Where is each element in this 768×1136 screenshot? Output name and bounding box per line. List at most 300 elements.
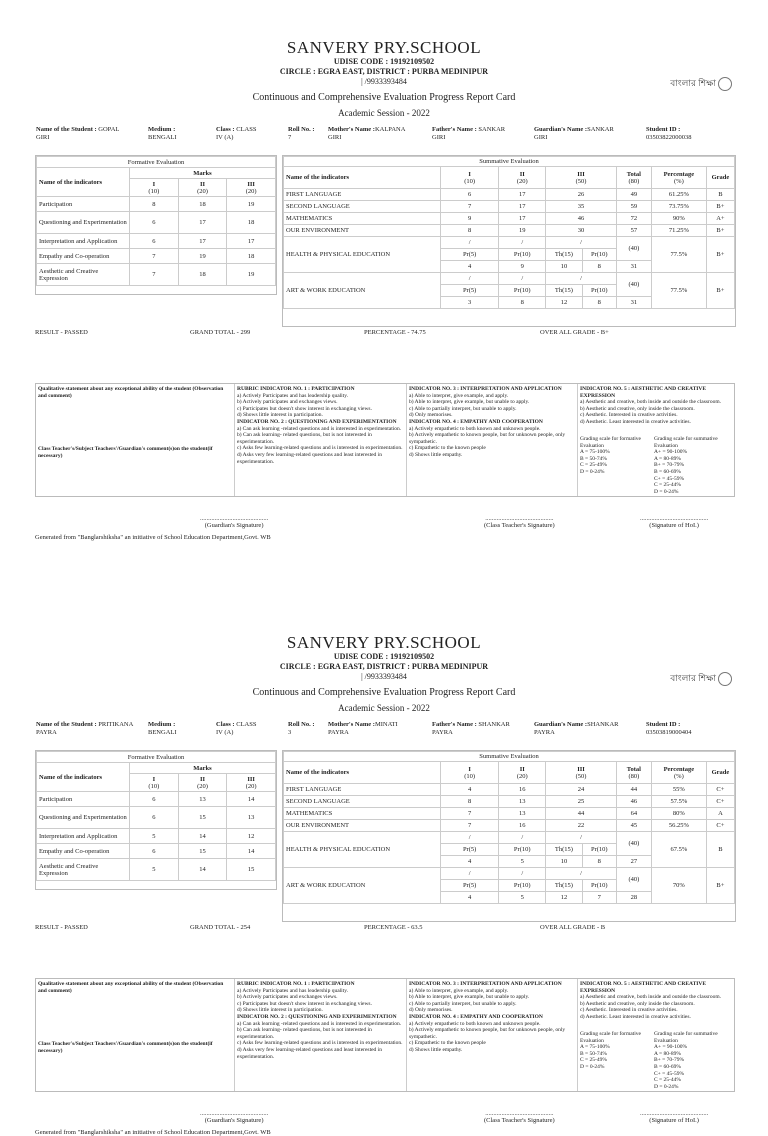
art-grade: B+ (706, 868, 734, 904)
summative-mark: 17 (499, 201, 546, 213)
grade-f-2: B = 50-74% (580, 1050, 607, 1057)
rubric-1-b: b) Actively participates and exchanges views. (237, 994, 338, 1001)
formative-mark: 6 (130, 807, 179, 829)
medium-value: BENGALI (148, 133, 177, 141)
rubric-1-b: b) Actively participates and exchanges views. (237, 399, 338, 406)
summative-row (284, 201, 735, 213)
f-col2-max: (20) (197, 782, 208, 790)
roll-value: 3 (288, 728, 292, 736)
summative-subject: OUR ENVIRONMENT (284, 225, 441, 237)
rubric-1-d: d) Shows little interest in participation. (237, 412, 323, 419)
rubric-3-d: d) Only memorises. (409, 1007, 453, 1014)
formative-mark: 19 (227, 264, 276, 286)
logo-text: বাংলার শিক্ষা (670, 78, 716, 88)
grade-s-4: B = 60-69% (654, 1063, 681, 1070)
summative-grade: C+ (706, 796, 734, 808)
summative-mark: 13 (499, 808, 546, 820)
th15-label: Th(15) (546, 844, 582, 856)
th15-label: Th(15) (546, 285, 582, 297)
formative-evaluation-box (35, 750, 277, 890)
slash-mark: / (546, 868, 617, 880)
f-col2-max: (20) (197, 187, 208, 195)
formative-mark: 15 (178, 844, 227, 859)
summative-mark: 13 (499, 796, 546, 808)
summative-grade: B (706, 189, 734, 201)
summative-total: 45 (616, 820, 651, 832)
summative-subject: OUR ENVIRONMENT (284, 820, 441, 832)
banglar-shiksha-logo (670, 671, 732, 686)
rubric-2-c: c) Asks few learning-related questions and is interested in experimentation. (237, 445, 403, 452)
label-father: Father's Name : (432, 126, 477, 133)
summative-mark: 9 (441, 213, 499, 225)
summative-table (283, 751, 735, 904)
slash-mark: / (441, 832, 499, 844)
health-subject: HEALTH & PHYSICAL EDUCATION (284, 832, 441, 868)
rubric-5-c: c) Aesthetic. Interested in creative activities. (580, 412, 678, 419)
summative-mark: 17 (499, 213, 546, 225)
formative-indicator-name: Interpretation and Application (37, 829, 130, 844)
formative-row (37, 792, 276, 807)
summative-percentage: 61.25% (651, 189, 706, 201)
health-mark-ii: 5 (499, 856, 546, 868)
rubric-5-heading: INDICATOR NO. 5 : AESTHETIC AND CREATIVE EXPRESSION (580, 386, 707, 399)
summative-mark: 44 (546, 808, 617, 820)
formative-row (37, 829, 276, 844)
th15-label: Th(15) (546, 249, 582, 261)
s-col1: I (468, 170, 471, 178)
s-col3-max: (50) (575, 772, 587, 780)
rubric-4-d: d) Shows little empathy. (409, 1046, 463, 1053)
s-col4-max: (80) (628, 177, 640, 185)
summative-mark: 7 (441, 820, 499, 832)
qualitative-statement: Qualitative statement about any exceptional ability of the student (Observation and comment) (38, 386, 224, 399)
grade-s-title: Grading scale for summative Evaluation (654, 436, 718, 449)
formative-row (37, 212, 276, 234)
summative-subject: FIRST LANGUAGE (284, 784, 441, 796)
formative-mark: 14 (227, 792, 276, 807)
health-total-max: (40) (616, 832, 651, 856)
summative-total: 44 (616, 784, 651, 796)
formative-mark: 17 (178, 212, 227, 234)
s-col4-max: (80) (628, 772, 640, 780)
label-class: Class : (216, 721, 235, 728)
grade-s-1: A+ = 90-100% (654, 1044, 688, 1051)
teacher-signature (484, 1110, 555, 1124)
grade-f-1: A = 75-100% (580, 1044, 610, 1051)
sig-line-3: .......................................... (640, 515, 709, 522)
health-percentage: 77.5% (651, 237, 706, 273)
label-class: Class : (216, 126, 235, 133)
rubric-3-c: c) Able to partially interpret, but unable to apply. (409, 1000, 517, 1007)
health-grade: B+ (706, 237, 734, 273)
summative-percentage: 56.25% (651, 820, 706, 832)
marks-header: Marks (130, 763, 276, 774)
art-row (284, 273, 735, 285)
health-subject: HEALTH & PHYSICAL EDUCATION (284, 237, 441, 273)
hoi-signature (640, 515, 708, 529)
th15-label: Th(15) (546, 880, 582, 892)
rubric-3-a: a) Able to interpret, give example, and apply. (409, 392, 509, 399)
rubric-1-c: c) Participates but doesn't show interest in exchanging views. (237, 1000, 372, 1007)
art-grade: B+ (706, 273, 734, 309)
label-student-name: Name of the Student : (36, 721, 97, 728)
marks-header: Marks (130, 168, 276, 179)
grade-s-3: B+ = 70-79% (654, 462, 685, 469)
summative-percentage: 71.25% (651, 225, 706, 237)
art-mark-ii: 5 (499, 892, 546, 904)
summative-subject: MATHEMATICS (284, 808, 441, 820)
art-mark-th: 12 (546, 297, 582, 309)
rubric-4-b: b) Actively empathetic to known people, but for unknown people, only sympathetic. (409, 1027, 566, 1040)
formative-indicator-name: Questioning and Experimentation (37, 212, 130, 234)
grade-f-4: D = 0-24% (580, 1063, 605, 1070)
formative-row (37, 859, 276, 881)
student-name-1: PRITIKANA (98, 721, 134, 728)
rubric-3-heading: INDICATOR NO. 3 : INTERPRETATION AND APPLICATION (409, 981, 562, 987)
health-grade: B (706, 832, 734, 868)
health-mark-pr: 8 (582, 856, 616, 868)
health-row (284, 237, 735, 249)
f-col2: II (199, 180, 206, 188)
label-father: Father's Name : (432, 721, 477, 728)
summative-mark: 6 (441, 189, 499, 201)
father-name-2: PAYRA (432, 728, 453, 736)
summative-row (284, 808, 735, 820)
art-mark-pr: 7 (582, 892, 616, 904)
pr10-label: Pr(10) (499, 249, 546, 261)
academic-session: Academic Session - 2022 (338, 703, 430, 713)
summative-mark: 17 (499, 189, 546, 201)
formative-mark: 5 (130, 859, 179, 881)
student-name-1: GOPAL (98, 126, 120, 133)
father-name-2: GIRI (432, 133, 446, 141)
school-name: SANVERY PRY.SCHOOL (286, 633, 482, 652)
summative-percentage: 90% (651, 213, 706, 225)
formative-mark: 18 (178, 264, 227, 286)
f-col3-max: (20) (245, 782, 257, 790)
formative-mark: 6 (130, 234, 179, 249)
f-col1-max: (10) (148, 187, 160, 195)
teacher-signature (484, 515, 555, 529)
summative-grade: C+ (706, 820, 734, 832)
mother-name-1: KALPANA (374, 126, 406, 133)
mother-name-2: PAYRA (328, 728, 349, 736)
roll-value: 7 (288, 133, 292, 141)
art-total-max: (40) (616, 868, 651, 892)
formative-mark: 19 (227, 197, 276, 212)
pr5-label: Pr(5) (441, 844, 499, 856)
grade-f-title: Grading scale for formative Evaluation (580, 1031, 641, 1044)
summative-mark: 16 (499, 784, 546, 796)
formative-mark: 5 (130, 829, 179, 844)
pr5-label: Pr(5) (441, 249, 499, 261)
seal-icon (718, 672, 732, 686)
art-percentage: 70% (651, 868, 706, 904)
udise-code: UDISE CODE : 19192109502 (333, 57, 435, 66)
guardian-name-2: PAYRA (534, 728, 555, 736)
grade-s-6: C = 25-44% (654, 1077, 681, 1084)
formative-mark: 7 (130, 264, 179, 286)
rubric-col-2 (409, 981, 575, 1054)
grade-s-4: B = 60-69% (654, 468, 681, 475)
logo-text: বাংলার শিক্ষা (670, 673, 716, 683)
summative-evaluation-box (282, 155, 736, 327)
slash-mark: / (499, 273, 546, 285)
formative-mark: 8 (130, 197, 179, 212)
mother-name-2: GIRI (328, 133, 342, 141)
summative-mark: 16 (499, 820, 546, 832)
label-student-id: Student ID : (646, 126, 681, 133)
result-status: RESULT - PASSED (35, 924, 88, 931)
summative-indicators-header: Name of the indicators (284, 167, 441, 189)
grade-s-5: C+ = 45-59% (654, 1070, 685, 1077)
health-row (284, 832, 735, 844)
rubric-3-heading: INDICATOR NO. 3 : INTERPRETATION AND APPLICATION (409, 386, 562, 392)
qualitative-statement: Qualitative statement about any exceptional ability of the student (Observation and comment) (38, 981, 224, 994)
banglar-shiksha-logo (670, 76, 732, 91)
formative-grading-scale (580, 1031, 650, 1071)
s-col1: I (468, 765, 471, 773)
hoi-signature-label: (Signature of HoI.) (649, 1117, 699, 1124)
summative-mark: 8 (441, 225, 499, 237)
grade-f-2: B = 50-74% (580, 455, 607, 462)
rubric-2-a: a) Can ask learning -related questions and is interested in experimentation. (237, 425, 402, 432)
summative-title: Summative Evaluation (284, 752, 735, 762)
rubric-col-3 (580, 981, 732, 1021)
pr10-label: Pr(10) (582, 285, 616, 297)
formative-row (37, 807, 276, 829)
summative-grade: A+ (706, 213, 734, 225)
rubric-4-a: a) Actively empathetic to both known and unknown people. (409, 425, 541, 432)
s-col3: III (577, 170, 585, 178)
guardian-signature-label: (Guardian's Signature) (204, 1117, 264, 1124)
formative-mark: 6 (130, 792, 179, 807)
label-roll: Roll No. : (288, 721, 315, 728)
student-info (36, 721, 732, 741)
summative-evaluation-box (282, 750, 736, 922)
seal-icon (718, 77, 732, 91)
s-col5-max: (%) (673, 772, 684, 780)
summative-subject: FIRST LANGUAGE (284, 189, 441, 201)
formative-mark: 7 (130, 249, 179, 264)
formative-mark: 6 (130, 844, 179, 859)
class-value-1: CLASS (236, 721, 257, 728)
student-id-value: 03503819000404 (646, 728, 692, 736)
formative-row (37, 249, 276, 264)
guardian-name-1: SHANKAR (587, 721, 619, 728)
class-value-2: IV (A) (216, 728, 234, 736)
grade-s-6: C = 25-44% (654, 482, 681, 489)
label-guardian: Guardian's Name : (534, 721, 588, 728)
rubric-col-1 (237, 981, 403, 1060)
grade-f-1: A = 75-100% (580, 449, 610, 456)
f-col3-max: (20) (245, 187, 257, 195)
formative-mark: 14 (178, 859, 227, 881)
grade-s-7: D = 0-24% (654, 1083, 679, 1090)
health-mark-ii: 9 (499, 261, 546, 273)
teacher-signature-label: (Class Teacher's Signature) (484, 1117, 555, 1124)
circle-district: CIRCLE : EGRA EAST, DISTRICT : PURBA MEDINIPUR (279, 662, 489, 671)
formative-row (37, 264, 276, 286)
grade-f-4: D = 0-24% (580, 468, 605, 475)
s-col2: II (519, 170, 525, 178)
health-total: 31 (616, 261, 651, 273)
summative-row (284, 796, 735, 808)
slash-mark: / (441, 868, 499, 880)
formative-title: Formative Evaluation (37, 752, 276, 763)
grade-s-2: A = 80-89% (654, 455, 681, 462)
label-roll: Roll No. : (288, 126, 315, 133)
report-title: Continuous and Comprehensive Evaluation Progress Report Card (252, 92, 516, 103)
formative-mark: 6 (130, 212, 179, 234)
class-value-1: CLASS (236, 126, 257, 133)
rubric-1-a: a) Actively Participates and has leadership quality. (237, 987, 348, 994)
grade-f-3: C = 25-49% (580, 1057, 607, 1064)
teacher-comment: Class Teacher's/Subject Teachers'/Guardian's comment(s)on the student(if necessary) (38, 446, 213, 459)
art-mark-ii: 8 (499, 297, 546, 309)
report-title: Continuous and Comprehensive Evaluation Progress Report Card (252, 687, 516, 698)
rubric-1-c: c) Participates but doesn't show interest in exchanging views. (237, 405, 372, 412)
s-col1-max: (10) (464, 177, 476, 185)
rubric-5-a: a) Aesthetic and creative, both inside and outside the classroom. (580, 399, 721, 406)
art-percentage: 77.5% (651, 273, 706, 309)
rubric-3-d: d) Only memorises. (409, 412, 453, 419)
slash-mark: / (499, 832, 546, 844)
summative-grade: B+ (706, 225, 734, 237)
label-medium: Medium : (148, 721, 176, 728)
health-mark-th: 10 (546, 856, 582, 868)
rubric-2-d: d) Asks very few learning-related questions and least interested in experimentation. (237, 1046, 382, 1060)
udise-code: UDISE CODE : 19192109502 (333, 652, 435, 661)
label-medium: Medium : (148, 126, 176, 133)
percentage-total: PERCENTAGE - 63.5 (364, 924, 423, 931)
formative-indicator-name: Interpretation and Application (37, 234, 130, 249)
rubric-4-b: b) Actively empathetic to known people, but for unknown people, only sympathetic. (409, 432, 566, 445)
summative-subject: MATHEMATICS (284, 213, 441, 225)
summative-row (284, 213, 735, 225)
label-mother: Mother's Name : (328, 721, 375, 728)
s-col3-max: (50) (575, 177, 587, 185)
guardian-name-2: GIRI (534, 133, 548, 141)
f-col3: III (247, 775, 255, 783)
rubric-1-heading: RUBRIC INDICATOR NO. 1 : PARTICIPATION (237, 981, 355, 987)
summative-mark: 35 (546, 201, 617, 213)
rubric-4-a: a) Actively empathetic to both known and unknown people. (409, 1020, 541, 1027)
art-mark-pr: 8 (582, 297, 616, 309)
hoi-signature (640, 1110, 708, 1124)
summative-total: 72 (616, 213, 651, 225)
f-col1: I (152, 775, 156, 783)
summative-row (284, 820, 735, 832)
sig-line-1: .......................................... (200, 515, 269, 522)
s-col5: Percentage (663, 170, 695, 178)
rubric-1-d: d) Shows little interest in participation. (237, 1007, 323, 1014)
rubric-1-a: a) Actively Participates and has leadership quality. (237, 392, 348, 399)
art-total: 31 (616, 297, 651, 309)
rubric-5-d: d) Aesthetic. Least interested in creative activities. (580, 418, 691, 425)
pr10-label: Pr(10) (499, 844, 546, 856)
teacher-comment: Class Teacher's/Subject Teachers'/Guardian's comment(s)on the student(if necessary) (38, 1041, 213, 1054)
slash-mark: / (499, 868, 546, 880)
rubric-4-heading: INDICATOR NO. 4 : EMPATHY AND COOPERATION (409, 1013, 543, 1020)
grade-s-2: A = 80-89% (654, 1050, 681, 1057)
art-total: 28 (616, 892, 651, 904)
result-status: RESULT - PASSED (35, 329, 88, 336)
health-total-max: (40) (616, 237, 651, 261)
summative-mark: 26 (546, 189, 617, 201)
summative-mark: 46 (546, 213, 617, 225)
student-name-2: GIRI (36, 133, 50, 141)
summative-subject: SECOND LANGUAGE (284, 201, 441, 213)
formative-indicators-header: Name of the indicators (37, 763, 130, 792)
student-info (36, 126, 732, 146)
rubric-2-a: a) Can ask learning -related questions and is interested in experimentation. (237, 1020, 402, 1027)
s-col6: Grade (706, 762, 734, 784)
label-student-name: Name of the Student : (36, 126, 97, 133)
summative-mark: 24 (546, 784, 617, 796)
summative-total: 59 (616, 201, 651, 213)
art-subject: ART & WORK EDUCATION (284, 868, 441, 904)
formative-row (37, 197, 276, 212)
summative-mark: 7 (441, 808, 499, 820)
formative-mark: 14 (178, 829, 227, 844)
rubric-5-c: c) Aesthetic. Interested in creative activities. (580, 1007, 678, 1014)
grand-total: GRAND TOTAL - 254 (190, 924, 251, 931)
guardian-signature-label: (Guardian's Signature) (204, 522, 264, 529)
summative-grade: A (706, 808, 734, 820)
formative-indicator-name: Aesthetic and Creative Expression (37, 859, 130, 881)
summative-total: 49 (616, 189, 651, 201)
rubric-5-d: d) Aesthetic. Least interested in creative activities. (580, 1013, 691, 1020)
formative-mark: 18 (178, 197, 227, 212)
father-name-1: SANKAR (478, 126, 506, 133)
academic-session: Academic Session - 2022 (338, 108, 430, 118)
label-mother: Mother's Name : (328, 126, 375, 133)
guardian-signature (200, 515, 268, 529)
pr5-label: Pr(5) (441, 285, 499, 297)
s-col5: Percentage (663, 765, 695, 773)
rubric-4-d: d) Shows little empathy. (409, 451, 463, 458)
formative-table (36, 751, 276, 881)
summative-percentage: 57.5% (651, 796, 706, 808)
health-mark-th: 10 (546, 261, 582, 273)
formative-indicator-name: Questioning and Experimentation (37, 807, 130, 829)
summative-grade: B+ (706, 201, 734, 213)
summative-grading-scale (654, 436, 732, 495)
slash-mark: / (499, 237, 546, 249)
rubric-2-b: b) Can ask learning- related questions, but is not interested in experimentation. (237, 432, 372, 445)
slash-mark: / (546, 237, 617, 249)
summative-mark: 22 (546, 820, 617, 832)
overall-grade: OVER ALL GRADE - B (540, 924, 606, 931)
guardian-name-1: SANKAR (587, 126, 614, 133)
formative-indicator-name: Aesthetic and Creative Expression (37, 264, 130, 286)
s-col6: Grade (706, 167, 734, 189)
formative-indicator-name: Participation (37, 792, 130, 807)
grade-s-3: B+ = 70-79% (654, 1057, 685, 1064)
slash-mark: / (441, 237, 499, 249)
rubric-5-a: a) Aesthetic and creative, both inside and outside the classroom. (580, 994, 721, 1001)
rubric-2-d: d) Asks very few learning-related questions and least interested in experimentation. (237, 451, 382, 465)
pr10-label: Pr(10) (499, 285, 546, 297)
art-row (284, 868, 735, 880)
grand-total: GRAND TOTAL - 299 (190, 329, 251, 336)
circle-district: CIRCLE : EGRA EAST, DISTRICT : PURBA MEDINIPUR (279, 67, 489, 76)
guardian-signature (200, 1110, 268, 1124)
pr10-label: Pr(10) (582, 844, 616, 856)
student-name-2: PAYRA (36, 728, 57, 736)
hoi-signature-label: (Signature of HoI.) (649, 522, 699, 529)
